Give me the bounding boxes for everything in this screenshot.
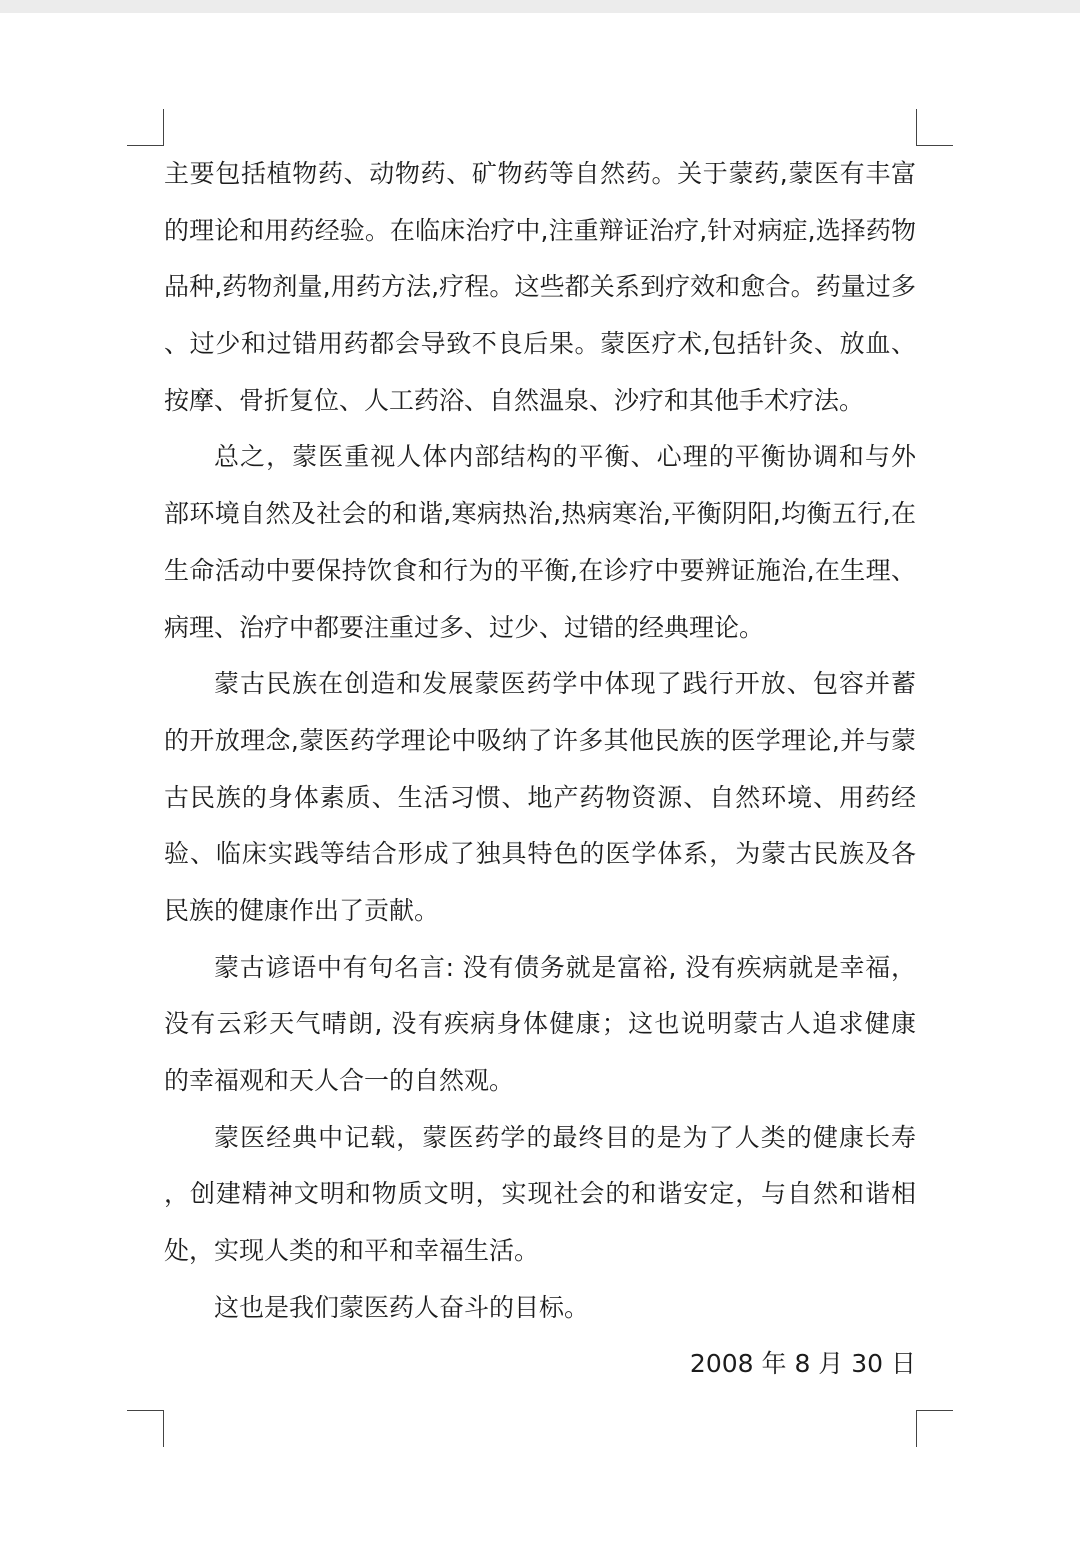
text-line: 的开放理念,蒙医药学理论中吸纳了许多其他民族的医学理论,并与蒙 [164,725,916,755]
text-line: 部环境自然及社会的和谐,寒病热治,热病寒治,平衡阴阳,均衡五行,在 [164,499,916,529]
text-line: 病理、治疗中都要注重过多、过少、过错的经典理论。 [164,612,765,642]
crop-mark-top-left [127,109,164,146]
document-date: 2008 年 8 月 30 日 [689,1349,916,1379]
crop-mark-bottom-left [127,1410,164,1447]
text-line: 没有云彩天气晴朗, 没有疾病身体健康；这也说明蒙古人追求健康 [164,1009,916,1039]
text-line: 处，实现人类的和平和幸福生活。 [164,1236,540,1266]
paragraph-first-line: 总之，蒙医重视人体内部结构的平衡、心理的平衡协调和与外 [214,442,916,472]
text-line: 的幸福观和天人合一的自然观。 [164,1066,515,1095]
text-line: 、过少和过错用药都会导致不良后果。蒙医疗术,包括针灸、放血、 [164,329,916,359]
text-line: 的理论和用药经验。在临床治疗中,注重辩证治疗,针对病症,选择药物 [164,215,916,245]
text-line: 主要包括植物药、动物药、矿物药等自然药。关于蒙药,蒙医有丰富 [164,159,916,188]
paragraph-first-line: 这也是我们蒙医药人奋斗的目标。 [214,1292,590,1322]
crop-mark-bottom-right [916,1410,953,1447]
text-line: 生命活动中要保持饮食和行为的平衡,在诊疗中要辨证施治,在生理、 [164,555,916,585]
paragraph-first-line: 蒙医经典中记载，蒙医药学的最终目的是为了人类的健康长寿 [214,1122,916,1152]
document-body [164,146,916,1393]
text-line: 按摩、骨折复位、人工药浴、自然温泉、沙疗和其他手术疗法。 [164,385,865,415]
viewer-top-strip [0,0,1080,13]
text-line: 品种,药物剂量,用药方法,疗程。这些都关系到疗效和愈合。药量过多 [164,272,916,302]
text-line: 古民族的身体素质、生活习惯、地产药物资源、自然环境、用药经 [164,782,916,812]
text-line: 民族的健康作出了贡献。 [164,895,440,925]
paragraph-first-line: 蒙古民族在创造和发展蒙医药学中体现了践行开放、包容并蓄 [214,669,916,699]
paragraph-first-line: 蒙古谚语中有句名言: 没有债务就是富裕, 没有疾病就是幸福， [214,952,916,982]
crop-mark-top-right [916,109,953,146]
text-line: 验、临床实践等结合形成了独具特色的医学体系，为蒙古民族及各 [164,839,916,869]
text-line: ，创建精神文明和物质文明，实现社会的和谐安定，与自然和谐相 [164,1179,916,1209]
